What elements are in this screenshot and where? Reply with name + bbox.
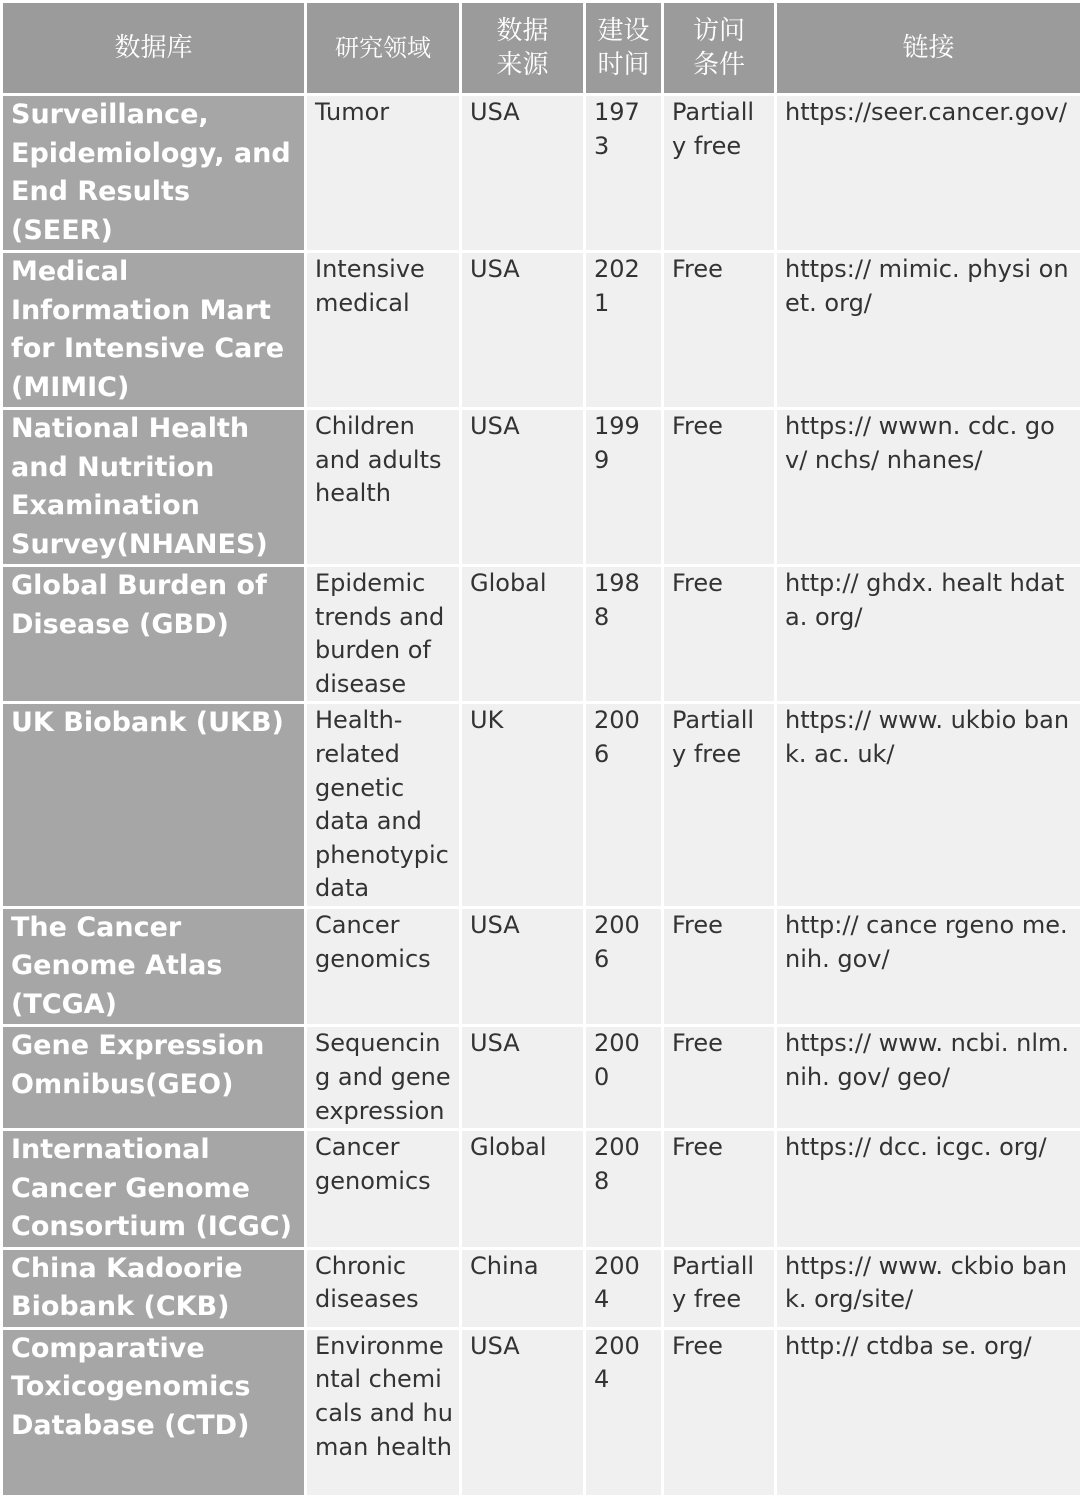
database-link[interactable]: https:// www. ckbio bank. org/site/ [776, 1248, 1080, 1328]
build-year: 2006 [585, 907, 663, 1026]
database-name: Surveillance, Epidemiology, and End Results (SEER) [2, 95, 306, 252]
database-name: International Cancer Genome Consortium (ICGC) [2, 1130, 306, 1249]
table-row [2, 1026, 1080, 1130]
database-name: Comparative Toxicogenomics Database (CTD) [2, 1328, 306, 1496]
access-condition: Free [663, 252, 776, 409]
build-year: 2008 [585, 1130, 663, 1249]
header-database: 数据库 [2, 2, 306, 95]
database-link[interactable]: http:// ghdx. healt hdata. org/ [776, 566, 1080, 703]
access-condition: Free [663, 1026, 776, 1130]
data-source: USA [461, 1026, 585, 1130]
database-link[interactable]: http:// cance rgeno me. nih. gov/ [776, 907, 1080, 1026]
data-source: USA [461, 95, 585, 252]
research-field: Children and adults health [306, 409, 461, 566]
research-field: Epidemic trends and burden of disease [306, 566, 461, 703]
build-year: 2000 [585, 1026, 663, 1130]
build-year: 2004 [585, 1248, 663, 1328]
data-source: USA [461, 409, 585, 566]
research-field: Sequencing and gene expression [306, 1026, 461, 1130]
data-source: Global [461, 1130, 585, 1249]
header-row [2, 2, 1080, 95]
table-row [2, 252, 1080, 409]
header-source: 数据来源 [461, 2, 585, 95]
header-access: 访问条件 [663, 2, 776, 95]
access-condition: Free [663, 566, 776, 703]
research-field: Tumor [306, 95, 461, 252]
build-year: 2006 [585, 703, 663, 908]
table-row [2, 1130, 1080, 1249]
research-field: Chronic diseases [306, 1248, 461, 1328]
build-year: 1988 [585, 566, 663, 703]
data-source: USA [461, 1328, 585, 1496]
research-field: Intensive medical [306, 252, 461, 409]
access-condition: Partially free [663, 95, 776, 252]
build-year: 2021 [585, 252, 663, 409]
header-link: 链接 [776, 2, 1080, 95]
table-row [2, 907, 1080, 1026]
table-row [2, 1328, 1080, 1496]
header-year: 建设时间 [585, 2, 663, 95]
access-condition: Free [663, 409, 776, 566]
access-condition: Free [663, 1328, 776, 1496]
table-row [2, 409, 1080, 566]
build-year: 1973 [585, 95, 663, 252]
database-name: The Cancer Genome Atlas (TCGA) [2, 907, 306, 1026]
database-link[interactable]: http:// ctdba se. org/ [776, 1328, 1080, 1496]
data-source: USA [461, 252, 585, 409]
header-field: 研究领域 [306, 2, 461, 95]
database-link[interactable]: https:// www. ukbio bank. ac. uk/ [776, 703, 1080, 908]
research-field: Environmental chemicals and human health [306, 1328, 461, 1496]
research-field: Cancer genomics [306, 907, 461, 1026]
database-name: National Health and Nutrition Examination Survey(NHANES) [2, 409, 306, 566]
database-name: China Kadoorie Biobank (CKB) [2, 1248, 306, 1328]
database-name: Global Burden of Disease (GBD) [2, 566, 306, 703]
data-source: China [461, 1248, 585, 1328]
table-row [2, 95, 1080, 252]
research-field: Cancer genomics [306, 1130, 461, 1249]
access-condition: Partially free [663, 703, 776, 908]
data-source: USA [461, 907, 585, 1026]
research-field: Health-related genetic data and phenotypic data [306, 703, 461, 908]
database-link[interactable]: https:// dcc. icgc. org/ [776, 1130, 1080, 1249]
data-source: UK [461, 703, 585, 908]
database-name: Gene Expression Omnibus(GEO) [2, 1026, 306, 1130]
database-link[interactable]: https://seer.cancer.gov/ [776, 95, 1080, 252]
database-name: Medical Information Mart for Intensive Care (MIMIC) [2, 252, 306, 409]
access-condition: Partially free [663, 1248, 776, 1328]
database-name: UK Biobank (UKB) [2, 703, 306, 908]
build-year: 2004 [585, 1328, 663, 1496]
table-row [2, 566, 1080, 703]
table-row [2, 1248, 1080, 1328]
access-condition: Free [663, 1130, 776, 1249]
database-link[interactable]: https:// www. ncbi. nlm. nih. gov/ geo/ [776, 1026, 1080, 1130]
build-year: 1999 [585, 409, 663, 566]
database-link[interactable]: https:// mimic. physi onet. org/ [776, 252, 1080, 409]
data-source: Global [461, 566, 585, 703]
access-condition: Free [663, 907, 776, 1026]
database-link[interactable]: https:// wwwn. cdc. gov/ nchs/ nhanes/ [776, 409, 1080, 566]
table-row [2, 703, 1080, 908]
